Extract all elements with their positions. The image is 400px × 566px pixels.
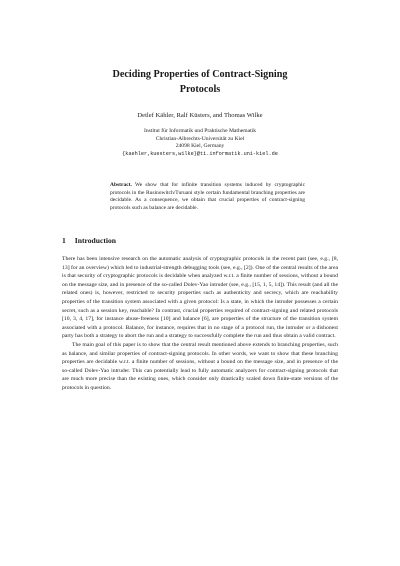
body-paragraph-1: There has been intensive research on the automatic analysis of cryptographic protocols in the recent past (see, e.g., [8, 13] for an overview) which led to industrial-strength debugging tools (see, e.g., [2]). One of the central results of the area is that security of cryptographic protocols is decidable when analyzed w.r.t. a finite number of sessions, without a bound on the message size, and in presence of the so-called Dolev-Yao intruder (see, e.g., [15, 1, 5, 14]). This result (and all the related ones) is, however, restricted to security properties such as authenticity and secrecy, which are reachability properties of the transition system associated with a given protocol: Is a state, in which the intruder possesses a certain secret, such as a session key, reachable? In contrast, crucial properties required of contract-signing and related protocols [10, 3, 4, 17], for instance abuse-freeness [10] and balance [6], are properties of the structure of the transition system associated with a protocol. Balance, for instance, requires that in no stage of a protocol run, the intruder or a dishonest party has both a strategy to abort the run and a strategy to successfully complete the run and thus obtain a valid contract. xyxy=(62,256,338,340)
title-line-1: Deciding Properties of Contract-Signing xyxy=(112,69,288,80)
title-line-2: Protocols xyxy=(179,83,221,95)
section-number: 1 xyxy=(62,236,66,245)
author-email: {kaehler,kuesters,wilke}@ti.informatik.uni-kiel.de xyxy=(122,150,278,157)
body-paragraph-2: The main goal of this paper is to show that the central result mentioned above extends to branching properties, such as balance, and similar properties of contract-signing protocols. In other words, we want to show that these branching properties are decidable w.r.t. a finite number of sessions, without a bound on the message size, and in presence of the so-called Dolev-Yao intruder. This can potentially lead to fully automatic analyzers for contract-signing protocols that are much more precise than the existing ones, which consider only drastically scaled down finite-state versions of the protocols in question. xyxy=(62,341,338,391)
affiliation-line-2: Christian-Albrechts-Universität zu Kiel xyxy=(155,135,245,142)
affiliation-line-1: Institut für Informatik und Praktische Mathematik xyxy=(143,128,256,134)
affiliation-line-3: 24098 Kiel, Germany xyxy=(175,143,225,150)
author-list: Detlef Kähler, Ralf Küsters, and Thomas Wilke xyxy=(137,112,263,119)
section-heading xyxy=(62,236,116,245)
abstract-label: Abstract. xyxy=(110,182,132,188)
abstract xyxy=(110,182,305,212)
section-title: Introduction xyxy=(74,236,117,245)
affiliation-block xyxy=(40,128,360,158)
paper-title xyxy=(60,68,340,97)
section-body xyxy=(62,255,338,393)
abstract-text: We show that for infinite transition systems induced by cryptographic protocols in the Rusinowitch/Turuani style certain fundamental branching properties are decidable. As a consequence, we obtain that crucial properties of contract-signing protocols such as balance are decidable. xyxy=(110,182,306,211)
